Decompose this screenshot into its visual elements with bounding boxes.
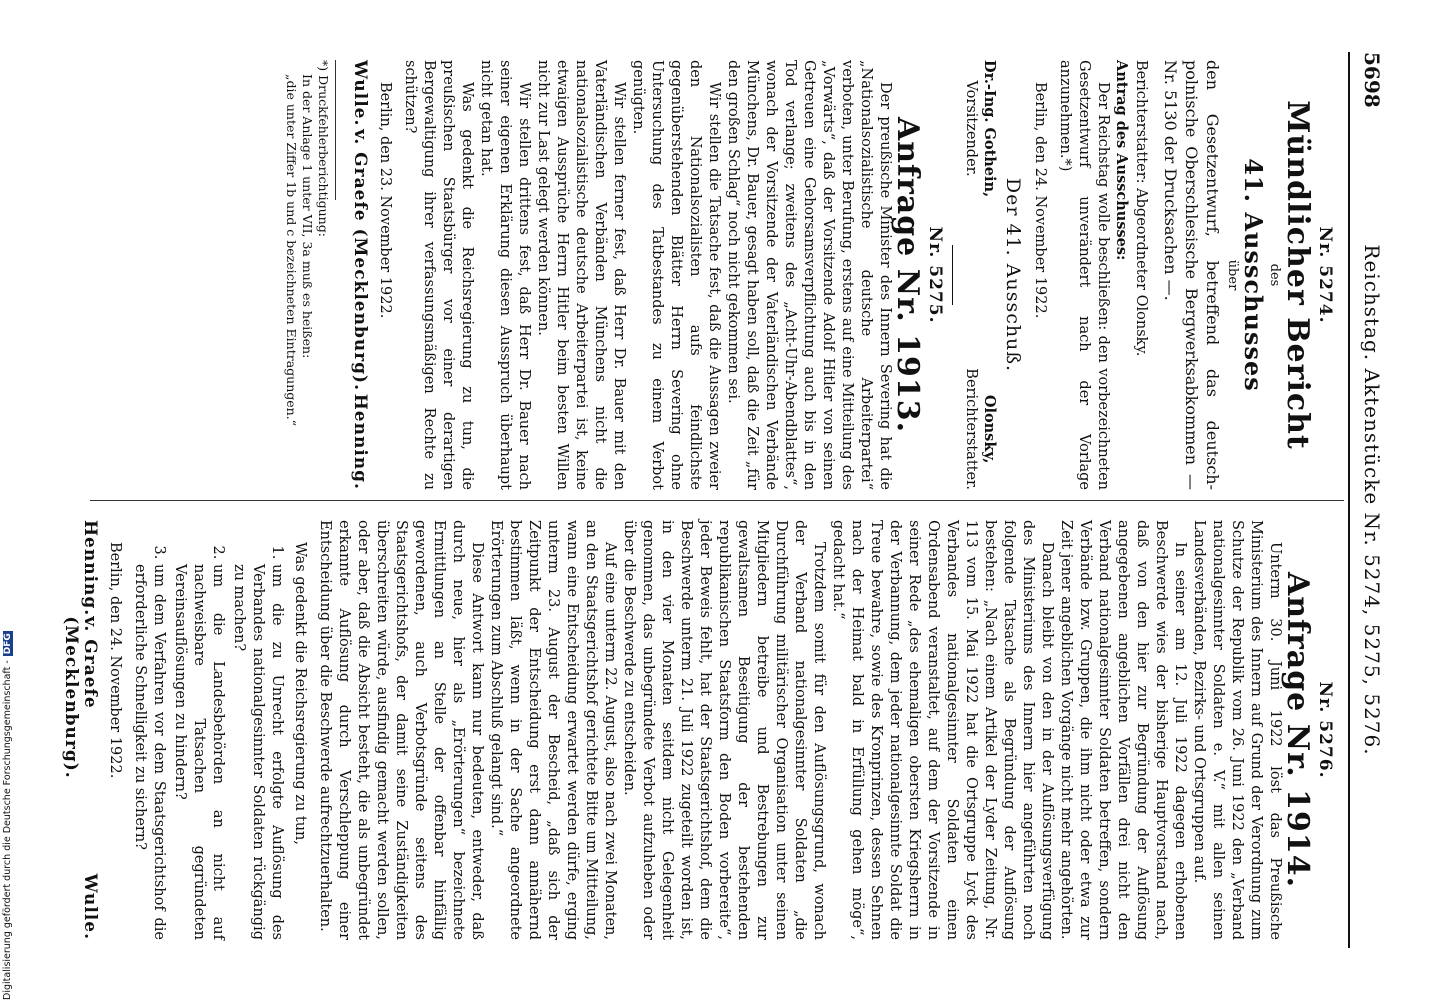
inquiry-1914-paragraph: Unterm 30. Juni 1922 löst das Preußische Ministerium des Innern auf Grund der Verordnung zum Schutze der Republik vom 26. Juni 1922 den „Verband nationalgesinnter Soldaten e. V.“ mit allen seinen Landesverbänden, Bezirks- und Ortsgruppen auf. [1191,520,1283,940]
signature: Henning. [350,393,370,490]
chair-role: Vorsitzender. [963,80,979,177]
inquiry-1913-title: Anfrage Nr. 1913. [890,116,925,434]
inquiry-1914-paragraph: Trotzdem somit für den Auflösungsgrund, wonach der Verband nationalgesinnter Soldaten „die Durchführung militärischer Organisation unter seinen Mitgliedern betreibe und Bestrebungen zur gewaltsamen Beseitigung der bestehenden republikanischen Staatsform den Boden vorbereite“, jeder Beweis fehlt, hat der Staatsgerichtshof, dem die Beschwerde unterm 21. Juli 1922 zugeteilt worden ist, in den vier Monaten seitdem nicht Gelegenheit genommen, das unbegründete Verbot aufzuheben oder über die Beschwerde zu entscheiden. [621,520,827,940]
footnote-line: In der Anlage 1 unter VII, 3a muß es heißen: [300,74,315,359]
footnote-rule [335,60,336,200]
chair-signature [961,60,999,197]
signature: Wulle. [350,60,370,127]
signature: v. Graefe (Mecklenburg). [350,129,370,392]
section-rule [952,245,953,305]
inquiry-1914-paragraph: Diese Antwort kann nur bedeuten, entweder, daß durch neue, hier als „Erörterungen“ bezeichnete Ermittlungen an Stelle der offenbar hinfällig gewordenen, auch Verbotsgründe seitens des Staatsgerichtshofs, der damit seine Zuständigkeiten überschreiten würde, ausfindig gemacht werden sollen, oder aber, daß die Absicht besteht, die als unbegründet erkannte Auflösung durch Verschleppung einer Entscheidung über die Beschwerde aufrechtzuerhalten. [317,520,485,940]
report-date: Berlin, den 24. November 1922. [1032,82,1048,319]
question-intro: Was gedenkt die Reichsregierung zu tun, [292,542,308,845]
inquiry-1914-signatures [61,520,99,940]
footnote-line: „die unter Ziffer 1b und c bezeichneten Eintragungen.“ [284,74,299,427]
header-rule [1348,52,1350,948]
committee-signature: Der 41. Ausschuß. [1002,177,1024,373]
signature: Henning. [80,520,100,617]
committee-title: 41. Ausschusses [1239,158,1268,392]
inquiry-1914-paragraph: Auf eine unterm 22. August, also nach zwei Monaten, an den Staatsgerichtshof gerichtete Bitte um Mitteilung, wann eine Entscheidung erwartet werden dürfe, erging unterm 23. August der Bescheid, „daß sich der Zeitpunkt der Entscheidung erst dann annähernd bestimmen läßt, wenn in der Sache angeordnete Erörterungen zum Abschluß gelangt sind.“ [488,520,618,940]
question-item: 3. um dem Verfahren vor dem Staatsgerichtshof die erforderliche Schnelligkeit zu sichern? [130,564,168,940]
right-column [61,520,1338,940]
question-list [130,520,286,940]
ueber-label: über [1225,259,1240,291]
reporter-line: Berichterstatter: Abgeordneter Olonsky. [1133,60,1149,357]
des-label: des [1267,263,1282,287]
inquiry-1914-date: Berlin, den 24. November 1922. [107,542,123,779]
dfg-logo: DFG [3,633,13,655]
inquiry-1913-date: Berlin, den 23. November 1922. [377,82,393,319]
reporter-name: Olonsky, [981,394,998,464]
footnote-heading: *) Druckfehlerberichtigung: [316,60,331,237]
signature: Wulle. [80,873,100,940]
question-item: 1. um die zu Unrecht erfolgte Auflösung des Verbandes nationalgesinnter Soldaten rückgängig zu machen? [229,564,286,940]
doc-number-5275: Nr. 5275. [925,226,945,324]
inquiry-1914-title: Anfrage Nr. 1914. [1280,571,1315,889]
page-header [1354,52,1384,948]
reporter-signature [961,368,999,490]
inquiry-1913-paragraph: Der preußische Minister des Innern Severing hat die „Nationalsozialistische deutsche Arbeiterpartei“ verboten, unter Berufung, erstens auf eine Mitteilung des „Vorwärts“, daß der Vorsitzende Adolf Hitler von seinen Getreuen eine Gehorsamsverpflichtung auch bis in den Tod verlange; zweitens des „Acht-Uhr-Abendblattes“, wonach der Vorsitzende der Vaterländischen Verbände Münchens, Dr. Bauer, gesagt haben soll, daß die Zeit „für den großen Schlag“ noch nicht gekommen sei. [725,60,893,490]
report-subject: den Gesetzentwurf, betreffend das deutsch-polnische Oberschlesische Bergwerksabkommen — Nr. 5130 der Drucksachen —. [1161,60,1222,490]
reporter-role: Berichterstatter. [963,368,979,490]
report-title: Mündlicher Bericht [1280,100,1315,450]
question-item: 2. um die Landesbehörden an nicht auf nachweisbare Tatsachen gegründeten Vereinsauflösungen zu hindern? [170,564,227,940]
inquiry-1913-paragraph: Wir stellen drittens fest, daß Herr Dr. Bauer nach seiner eigenen Erklärung diesen Ausspruch überhaupt nicht getan hat. [478,60,532,490]
chair-name: Dr.-Ing. Gothein, [981,60,998,198]
inquiry-1914-paragraph: Danach bleibt von den in der Auflösungsverfügung des Ministeriums des Innern hier angeführten noch folgende Tatsache als Begründung der Auflösung bestehen: „Nach einem Artikel der Lyder Zeitung, Nr. 113 vom 15. Mai 1922 hat die Ortsgruppe Lyck des Verbandes nationalgesinnter Soldaten einen Ordensabend veranstaltet, auf dem der Vorsitzende in seiner Rede „des ehemaligen obersten Kriegsherrn in der Verbannung, dem jeder nationalgesinnte Soldat die Treue bewahre, sowie des Kronprinzen, dessen Sehnen nach der Heimat bald in Erfüllung gehen möge“, gedacht hat.“ [830,520,1055,940]
motion-heading: Antrag des Ausschusses: [1113,60,1130,261]
inquiry-1913-paragraph: Wir stellen ferner fest, daß Herr Dr. Bauer mit den Vaterländischen Verbänden Münchens nicht die nationalsozialistische deutsche Arbeiterpartei ist, keine etwaigen Aussprüche Herrn Hitler beim besten Willen nicht zur Last gelegt werden können. [535,60,627,490]
inquiry-1913-paragraph: Was gedenkt die Reichsregierung zu tun, die preußischen Staatsbürger vor einer derartigen Bergewaltigung ihrer verfassungsmäßigen Rechte zu schützen? [402,60,475,490]
doc-number-5276: Nr. 5276. [1315,681,1335,779]
column-divider [90,500,1344,501]
digitization-note [2,605,15,1000]
inquiry-1913-paragraph: Wir stellen die Tatsache fest, daß die Aussagen zweier den Nationalsozialisten aufs feindlichste gegenüberstehenden Blätter Herrn Severing ohne Untersuchung des Tatbestandes zu einem Verbot genügten. [630,60,722,490]
left-column [283,60,1338,490]
inquiry-1913-signatures [350,60,369,490]
digitization-text: Digitalisierung gefördert durch die Deutsche Forschungsgemeinschaft - [2,660,13,1000]
report-signatures [961,60,999,490]
page-number: 5698 [1360,52,1384,108]
doc-number-5274: Nr. 5274. [1315,226,1335,324]
signature: v. Graefe (Mecklenburg). [61,616,100,779]
motion-text: Der Reichstag wolle beschließen: den vorbezeichneten Gesetzentwurf unverändert nach der Vorlage anzunehmen.*) [1057,60,1111,490]
inquiry-1914-paragraph: In seiner am 12. Juli 1922 dagegen erhobenen Beschwerde wies der bisherige Hauptvorstand nach, daß von den hier zur Begründung der Auflösung angegebenen angeblichen Vorfällen drei nicht den Verband nationalgesinnter Soldaten betreffen, sondern Verbände bzw. Gruppen, die ihm nicht oder etwa zur Zeit jener angeblichen Vorgänge nicht mehr angehörten. [1058,520,1188,940]
running-title: Reichstag. Aktenstücke Nr. 5274, 5275, 5276. [1360,244,1384,756]
